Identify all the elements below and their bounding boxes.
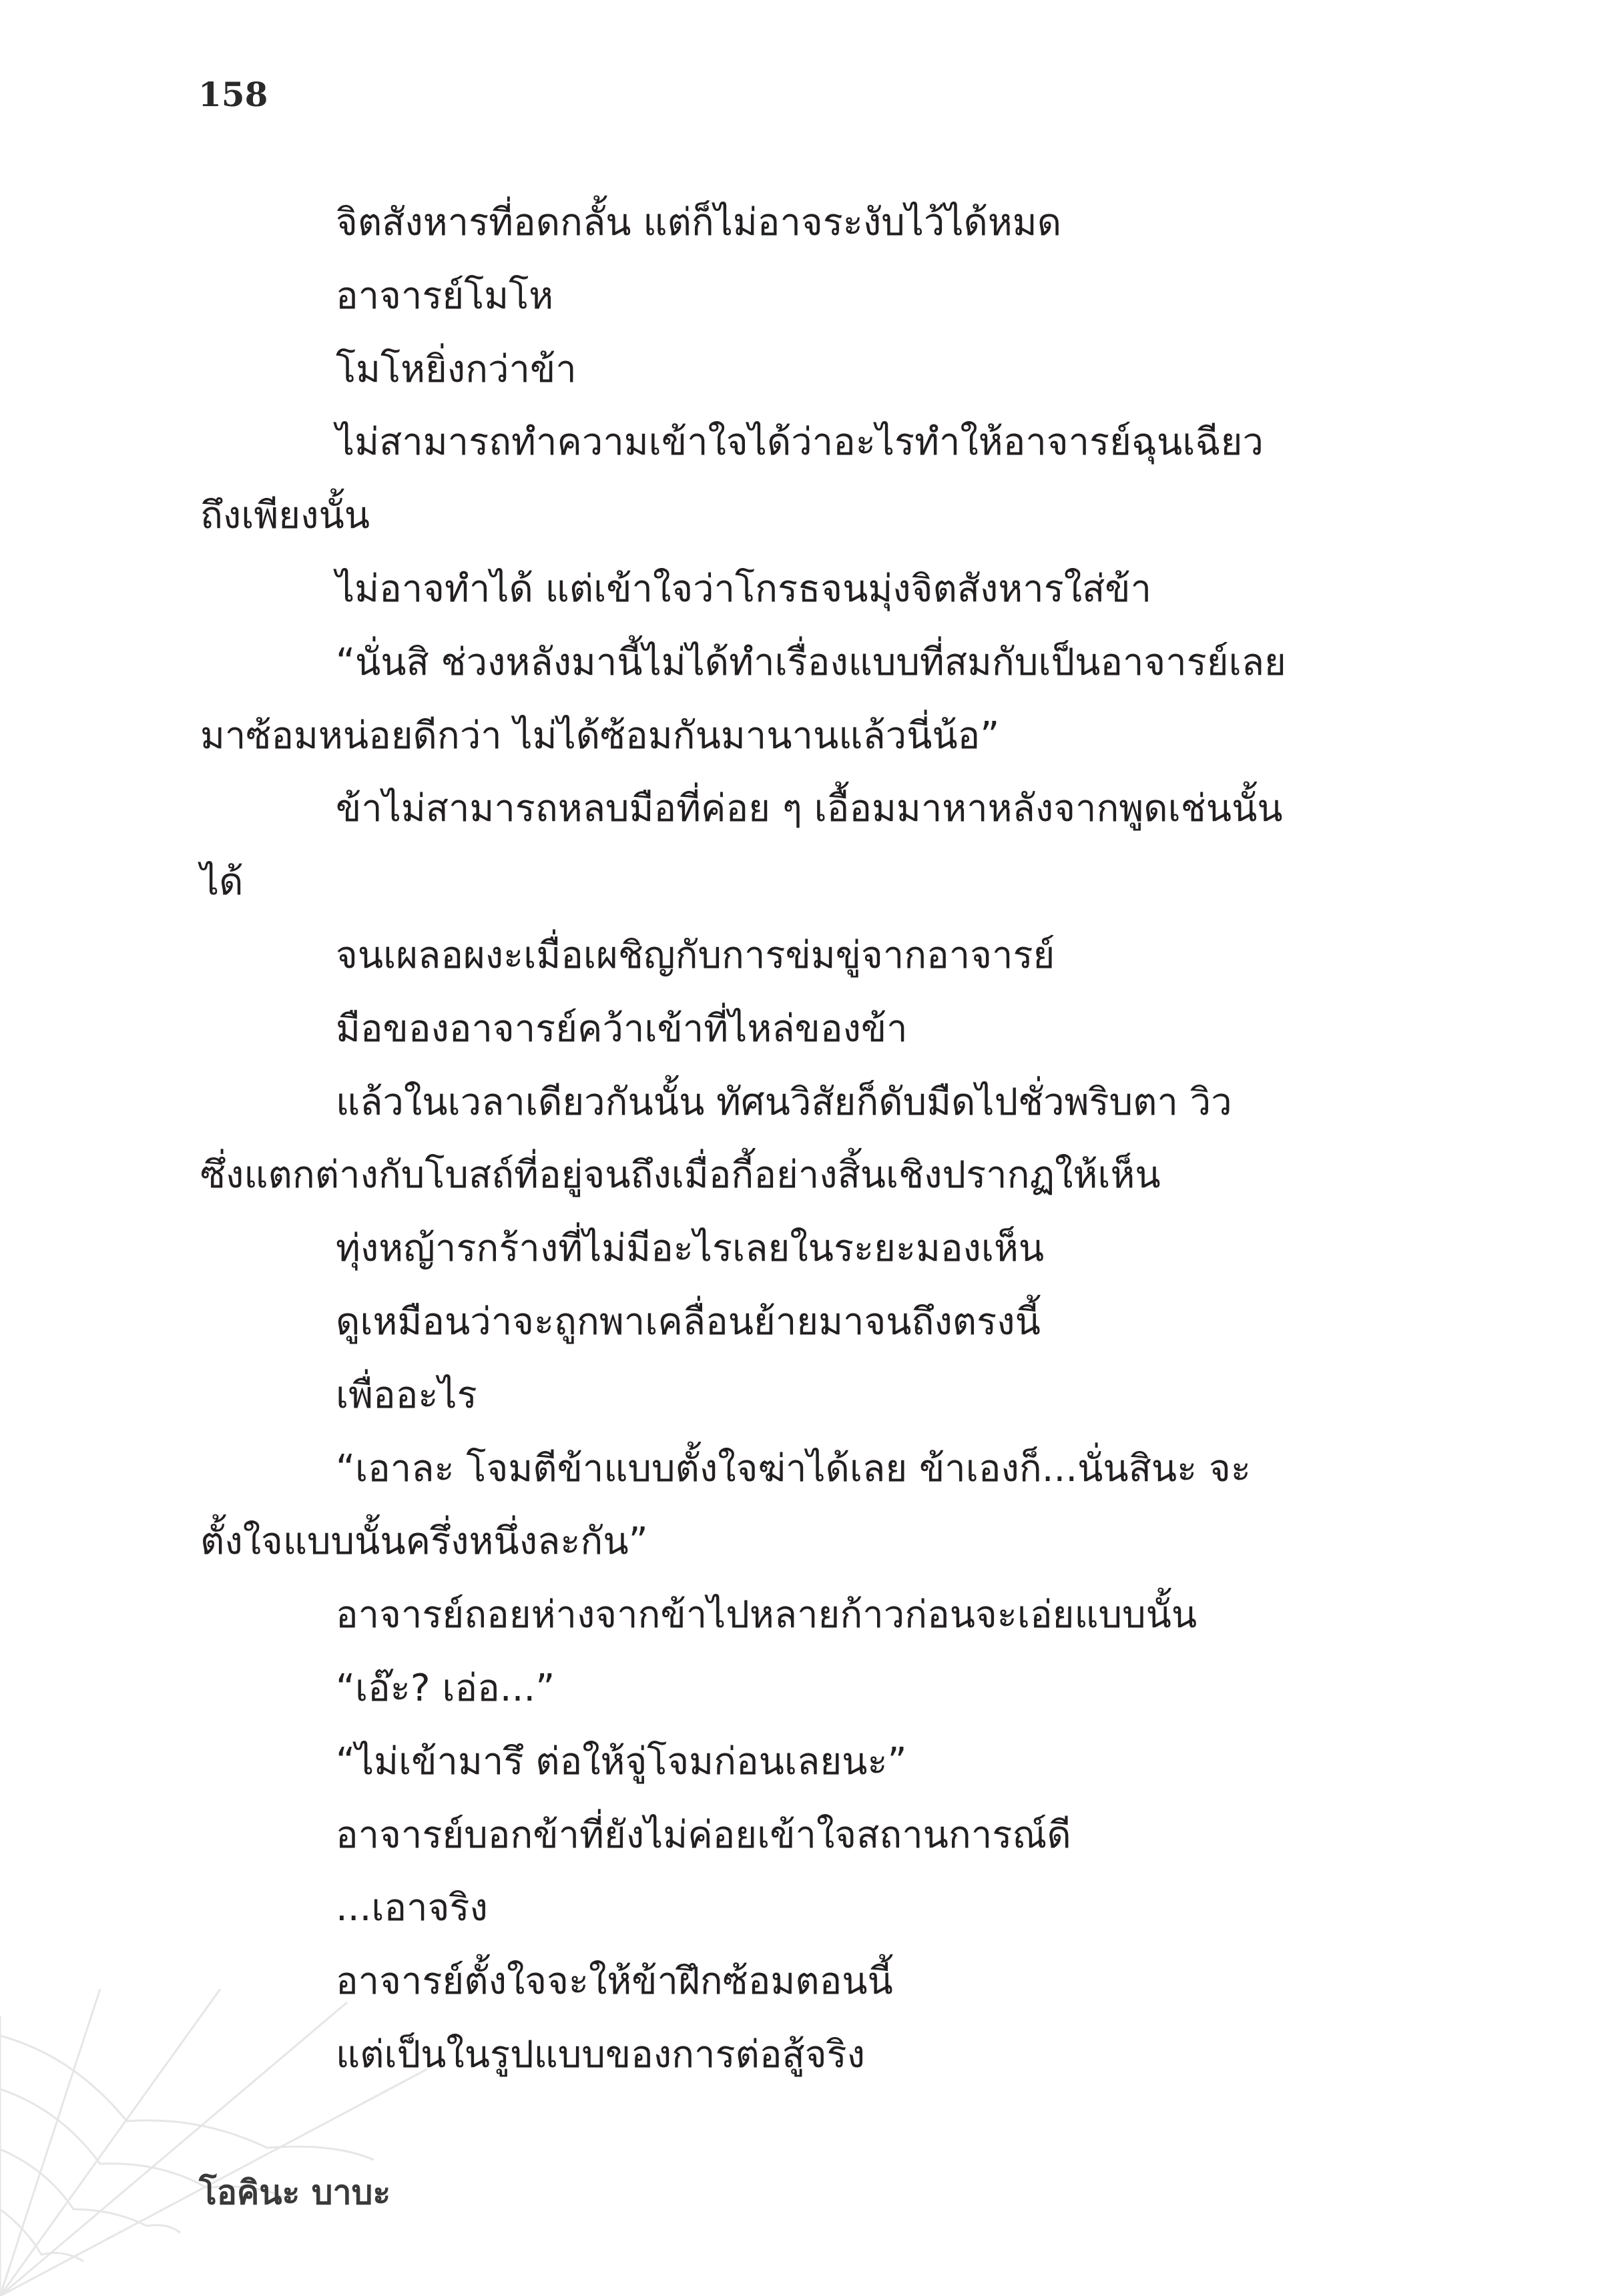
text-line: ไม่อาจทำได้ แต่เข้าใจว่าโกรธจนมุ่งจิตสังหารใส่ข้า (336, 567, 1152, 611)
text-line: จนเผลอผงะเมื่อเผชิญกับการข่มขู่จากอาจารย์ (336, 933, 1055, 977)
text-line: ถึงเพียงนั้น (200, 494, 370, 538)
text-line: ดูเหมือนว่าจะถูกพาเคลื่อนย้ายมาจนถึงตรงนี้ (336, 1300, 1041, 1344)
cobweb-decoration (0, 1989, 427, 2296)
text-line: ทุ่งหญ้ารกร้างที่ไม่มีอะไรเลยในระยะมองเห็น (336, 1227, 1045, 1271)
text-line: อาจารย์ตั้งใจจะให้ข้าฝึกซ้อมตอนนี้ (336, 1960, 893, 2004)
text-line: อาจารย์บอกข้าที่ยังไม่ค่อยเข้าใจสถานการณ์ดี (336, 1813, 1071, 1857)
body-text (200, 186, 1402, 2092)
text-line: อาจารย์ถอยห่างจากข้าไปหลายก้าวก่อนจะเอ่ยแบบนั้น (336, 1593, 1197, 1637)
text-line: อาจารย์โมโห (336, 274, 554, 318)
text-line: มือของอาจารย์คว้าเข้าที่ไหล่ของข้า (336, 1007, 908, 1051)
text-line: “ไม่เข้ามารึ ต่อให้จู่โจมก่อนเลยนะ” (336, 1739, 907, 1783)
footer-author: โอคินะ บาบะ (199, 2173, 391, 2212)
text-line: โมโหยิ่งกว่าข้า (336, 347, 577, 391)
text-line: แต่เป็นในรูปแบบของการต่อสู้จริง (336, 2032, 865, 2076)
text-line: เพื่ออะไร (336, 1373, 477, 1417)
text-line: ...เอาจริง (336, 1886, 488, 1930)
text-line: แล้วในเวลาเดียวกันนั้น ทัศนวิสัยก็ดับมืดไปชั่วพริบตา วิว (336, 1080, 1232, 1124)
text-line: ซึ่งแตกต่างกับโบสถ์ที่อยู่จนถึงเมื่อกี้อย่างสิ้นเชิงปรากฏให้เห็น (200, 1153, 1161, 1197)
text-line: “เอาละ โจมตีข้าแบบตั้งใจฆ่าได้เลย ข้าเองก็...นั่นสินะ จะ (336, 1446, 1251, 1490)
text-line: “เอ๊ะ? เอ่อ...” (336, 1666, 555, 1710)
page-number: 158 (198, 75, 268, 114)
text-line: ได้ (200, 860, 244, 904)
text-line: “นั่นสิ ช่วงหลังมานี้ไม่ได้ทำเรื่องแบบที่สมกับเป็นอาจารย์เลย (336, 640, 1286, 684)
text-line: ไม่สามารถทำความเข้าใจได้ว่าอะไรทำให้อาจารย์ฉุนเฉียว (336, 420, 1264, 465)
text-line: ข้าไม่สามารถหลบมือที่ค่อย ๆ เอื้อมมาหาหลังจากพูดเช่นนั้น (336, 787, 1283, 831)
text-line: จิตสังหารที่อดกลั้น แต่ก็ไม่อาจระงับไว้ได้หมด (336, 201, 1062, 244)
text-line: มาซ้อมหน่อยดีกว่า ไม่ได้ซ้อมกันมานานแล้วนี่น้อ” (200, 713, 1000, 758)
text-line: ตั้งใจแบบนั้นครึ่งหนึ่งละกัน” (200, 1520, 648, 1564)
